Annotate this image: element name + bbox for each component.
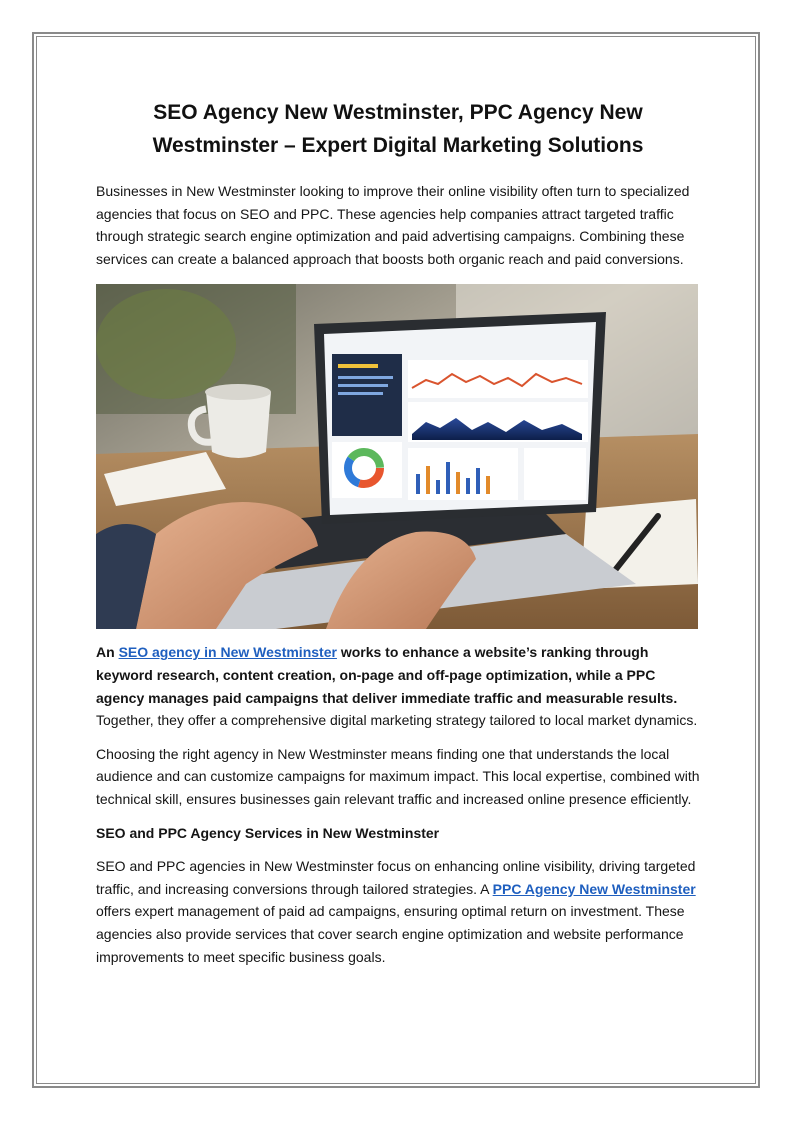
seo-agency-link[interactable]: SEO agency in New Westminster [118,644,337,661]
hero-image-laptop-analytics [96,284,698,629]
intro-paragraph: Businesses in New Westminster looking to improve their online visibility often turn to specialized agencies that focus on SEO and PPC. These agencies help companies attract targeted traffic through strategic search engine optimization and paid advertising campaigns. Combining these services can create a balanced approach that boosts both organic reach and paid conversions. [96,183,690,267]
services-text-after: offers expert management of paid ad campaigns, ensuring optimal return on investment. These agencies also provide services that cover search engine optimization and website performance improvements to meet specific business goals. [96,903,685,965]
agency-overview-paragraph [96,641,700,731]
page-title: SEO Agency New Westminster, PPC Agency New Westminster – Expert Digital Marketing Solutions [152,101,644,157]
article [96,96,700,979]
overview-normal-text: Together, they offer a comprehensive digital marketing strategy tailored to local market dynamics. [96,712,698,729]
ppc-agency-link[interactable]: PPC Agency New Westminster [492,880,696,897]
services-paragraph [96,855,700,968]
overview-bold-prefix: An [96,644,119,661]
choosing-agency-paragraph: Choosing the right agency in New Westminster means finding one that understands the local audience and can customize campaigns for maximum impact. This local expertise, combined with technical skill, ensures businesses gain relevant traffic and increased online presence efficiently. [96,745,700,807]
services-text-before: SEO and PPC agencies in New Westminster focus on enhancing online visibility, driving targeted traffic, and increasing conversions through tailored strategies. A [96,858,696,897]
overview-bold-text: works to enhance a website’s ranking through keyword research, content creation, on-page and off-page optimization, while a PPC agency manages paid campaigns that deliver immediate traffic and measurable results. [96,644,678,706]
section-subheading: SEO and PPC Agency Services in New Westminster [96,824,440,841]
